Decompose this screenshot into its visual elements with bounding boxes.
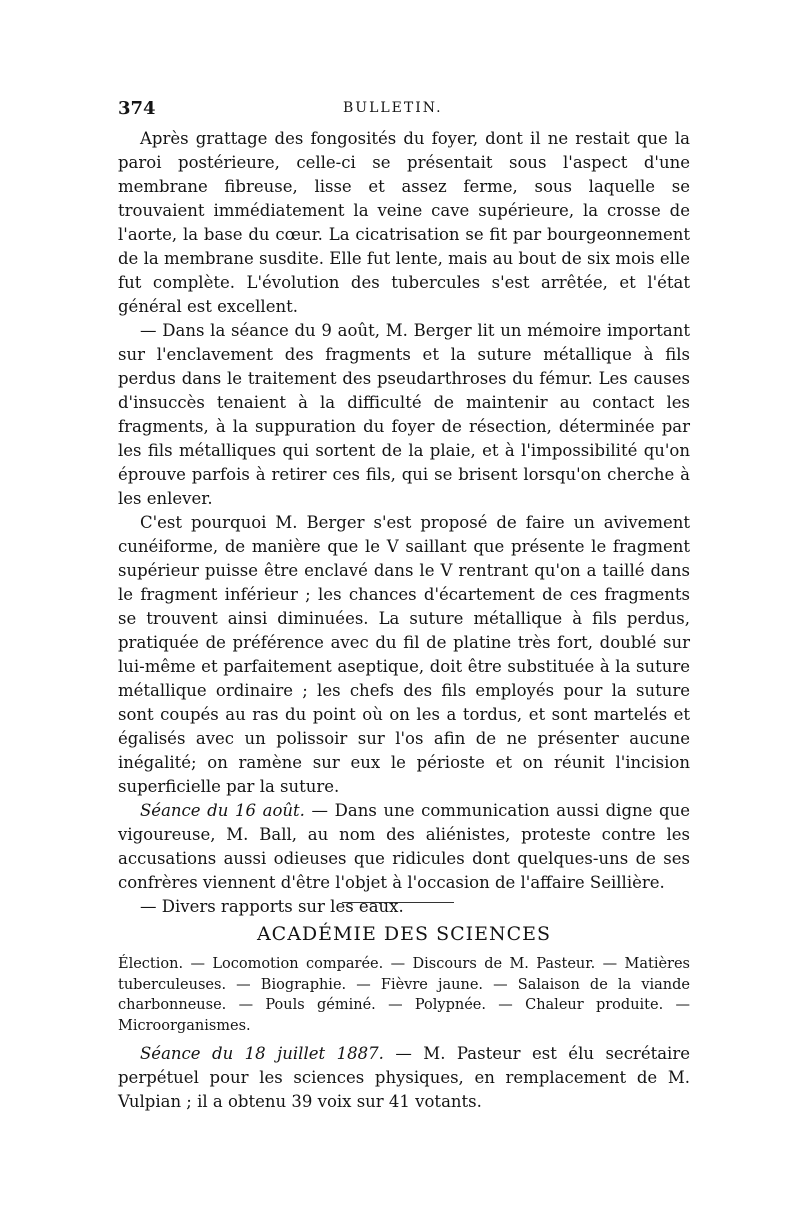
seance-16-label: Séance du 16 août. xyxy=(140,801,305,820)
seance-18-text: — M. Pasteur est élu secrétaire perpétuel pour les sciences physiques, en remplacement de M. Vulpian ; il a obtenu 39 voix sur 41 votants. xyxy=(118,1044,690,1111)
running-title: BULLETIN. xyxy=(343,100,443,116)
summary-text: Élection. — Locomotion comparée. — Discours de M. Pasteur. — Matières tuberculeuses. — Biographie. — Fièvre jaune. — Salaison de la viande charbonneuse. — Pouls géminé. — Polypnée. — Chaleur produite. — Microorganismes. xyxy=(118,956,690,1034)
seance-16-text: — Dans une communication aussi digne que vigoureuse, M. Ball, au nom des aliénistes, proteste contre les accusations aussi odieuses que ridicules dont quelques-uns de ses confrères viennent d'être l'objet à l'occasion de l'affaire Seillière. xyxy=(118,801,690,892)
paragraph-seance-9-aout: — Dans la séance du 9 août, M. Berger lit un mémoire important sur l'enclavement des fragments et la suture métallique à fils perdus dans le traitement des pseudarthroses du fémur. Les causes d'insuccès tenaient à la difficulté de maintenir au contact les fragments, à la suppuration du foyer de résection, déterminée par les fils métalliques qui sortent de la plaie, et à l'impossibilité qu'on éprouve parfois à retirer ces fils, qui se brisent lorsqu'on cherche à les enlever. xyxy=(118,321,690,508)
seance-18-label: Séance du 18 juillet 1887. xyxy=(140,1044,384,1063)
seance-18-juillet xyxy=(118,1042,690,1114)
section-summary xyxy=(118,954,690,1036)
section-divider xyxy=(342,902,454,903)
paragraph-berger-avivement: C'est pourquoi M. Berger s'est proposé de faire un avivement cunéiforme, de manière que le V saillant que présente le fragment supérieur puisse être enclavé dans le V rentrant qu'on a taillé dans le fragment inférieur ; les chances d'écartement de ces fragments se trouvent ainsi diminuées. La suture métallique à fils perdus, pratiquée de préférence avec du fil de platine très fort, doublé sur lui-même et parfaitement aseptique, doit être substituée à la suture métallique ordinaire ; les chefs des fils employés pour la suture sont coupés au ras du point où on les a tordus, et sont martelés et égalisés avec un polissoir sur l'os afin de ne présenter aucune inégalité; on ramène sur eux le périoste et on réunit l'incision superficielle par la suture. xyxy=(118,513,690,796)
running-head xyxy=(118,98,690,120)
page-number: 374 xyxy=(118,98,156,119)
paragraph-divers: — Divers rapports sur les eaux. xyxy=(140,897,404,916)
body-text xyxy=(118,127,690,919)
paragraph-grattage: Après grattage des fongosités du foyer, dont il ne restait que la paroi postérieure, celle-ci se présentait sous l'aspect d'une membrane fibreuse, lisse et assez ferme, sous laquelle se trouvaient immédiatement la veine cave supérieure, la crosse de l'aorte, la base du cœur. La cicatrisation se fit par bourgeonnement de la membrane susdite. Elle fut lente, mais au bout de six mois elle fut complète. L'évolution des tubercules s'est arrêtée, et l'état général est excellent. xyxy=(118,129,690,316)
section-title-academie: ACADÉMIE DES SCIENCES xyxy=(256,923,552,945)
paragraph-seance-16-aout xyxy=(118,799,690,895)
